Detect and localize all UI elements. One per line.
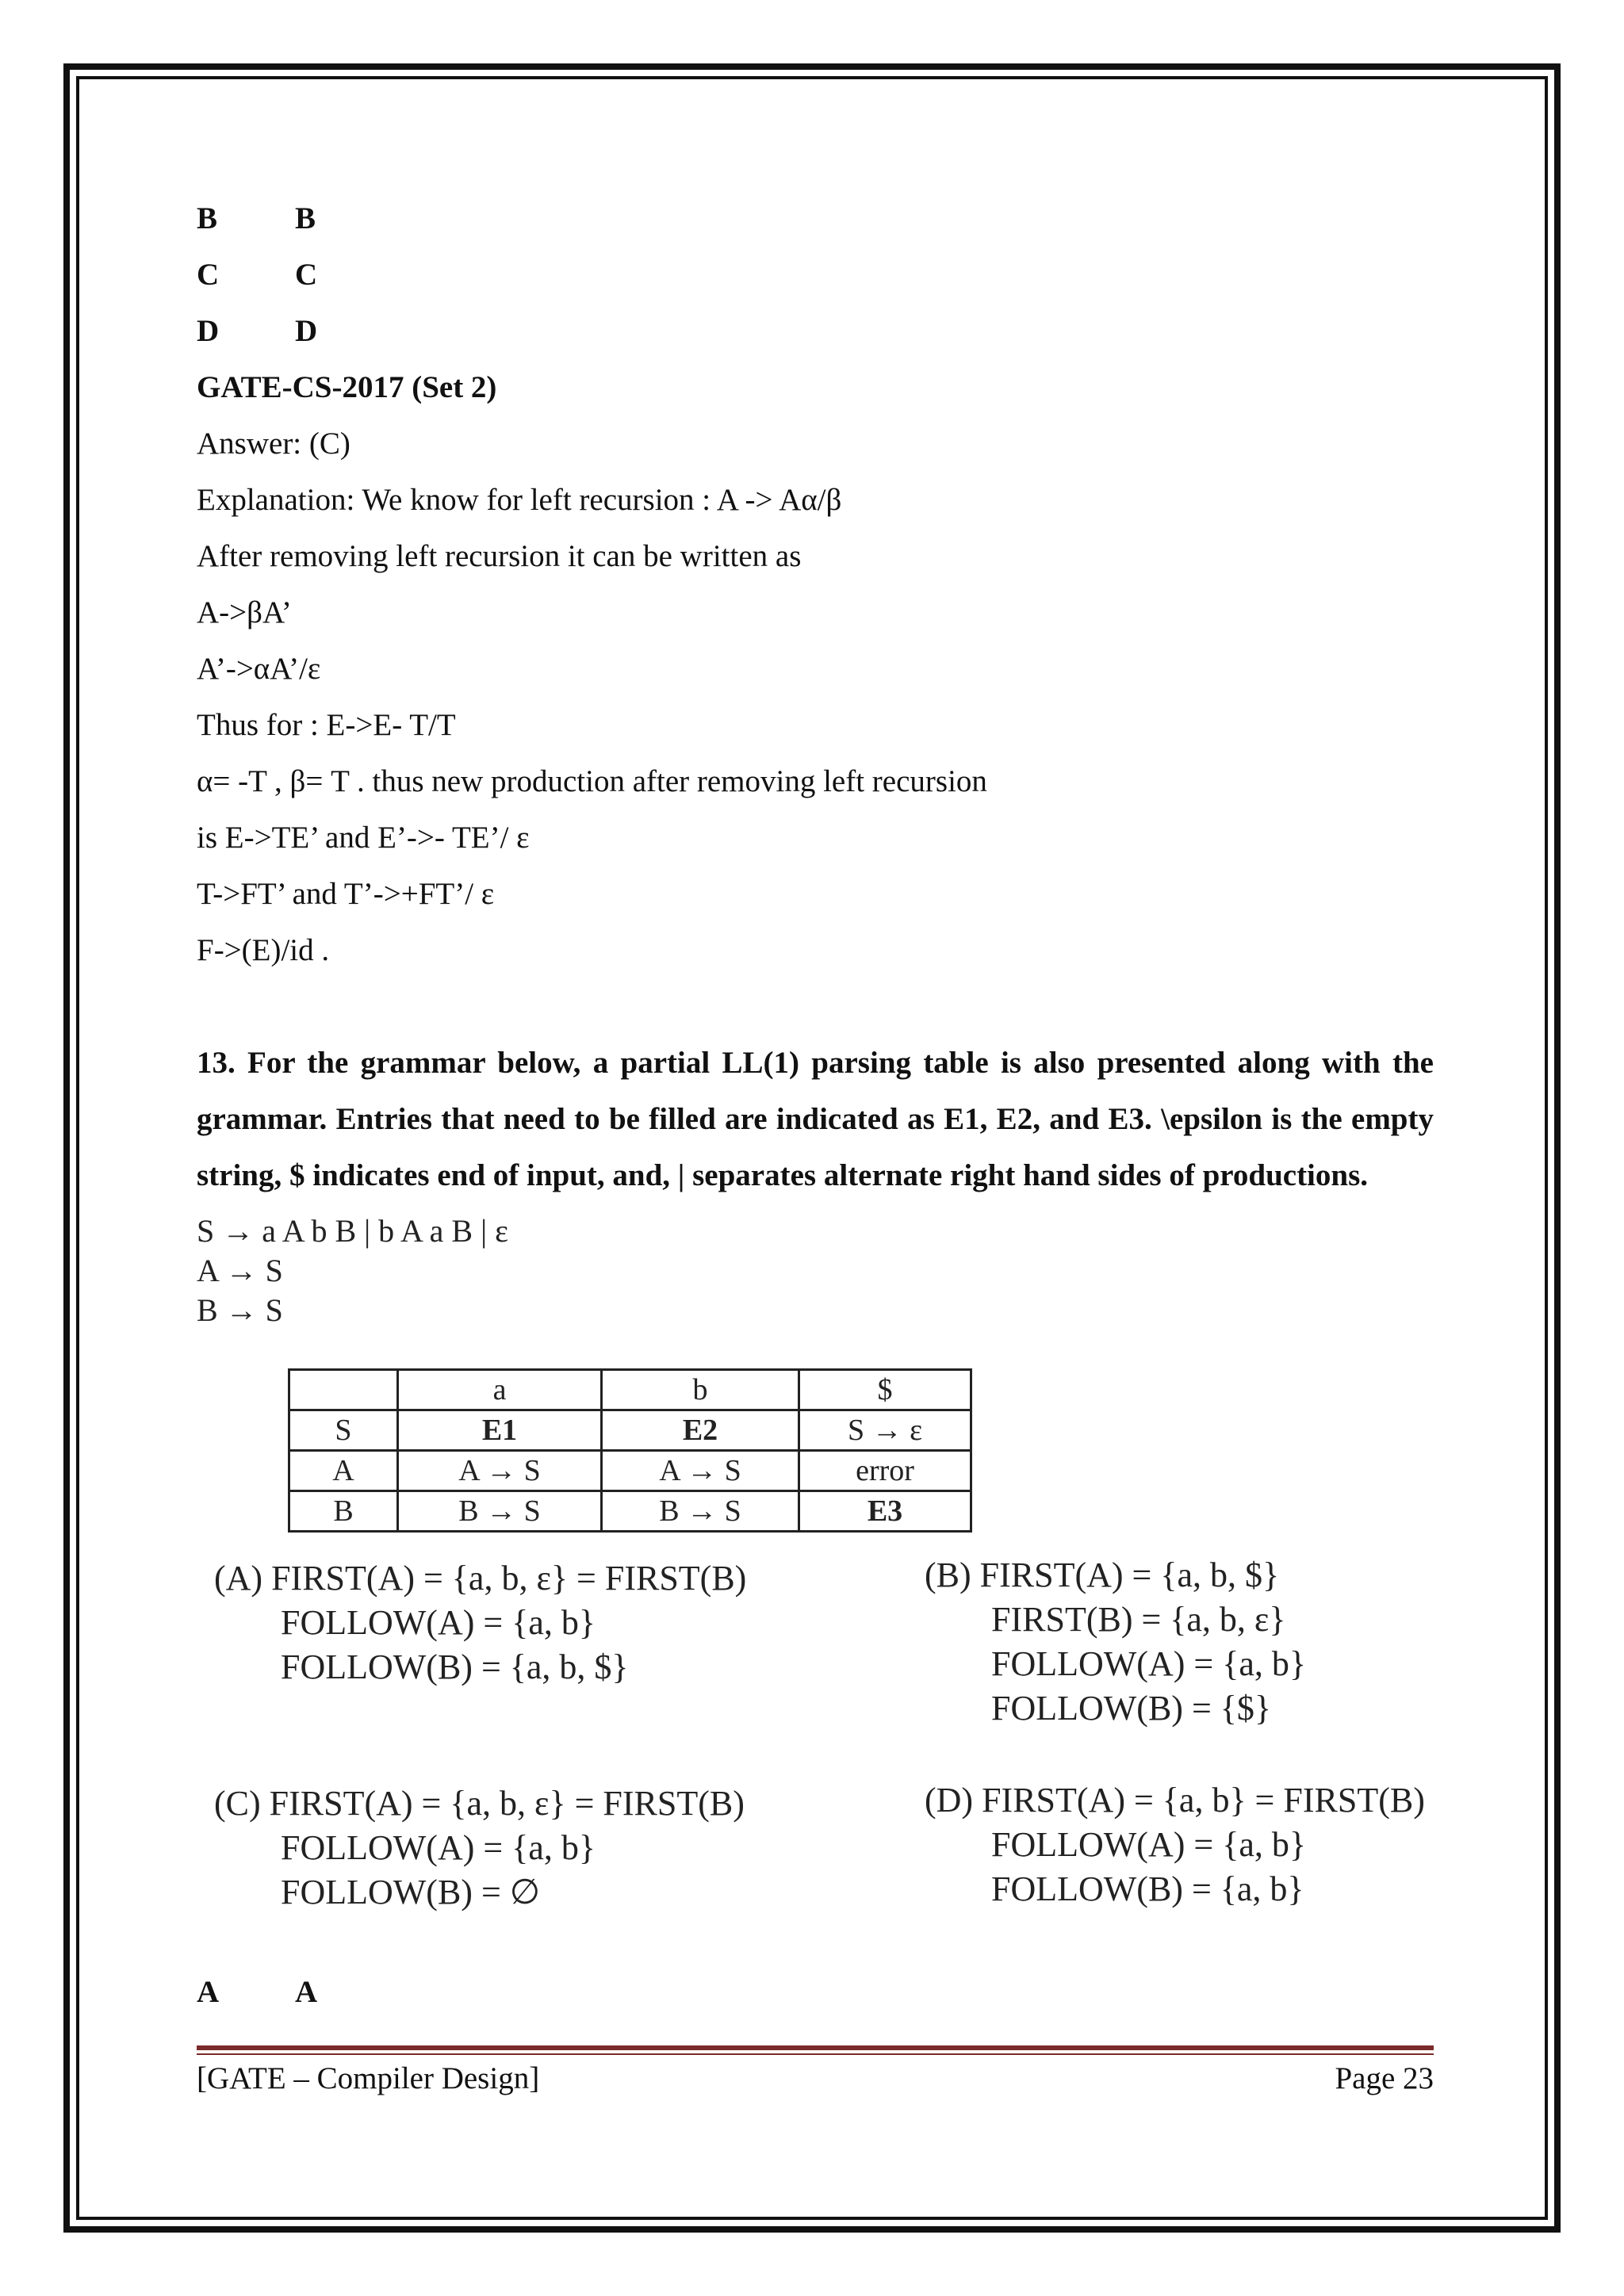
grammar-rule: A → S	[197, 1253, 283, 1288]
table-cell: E2	[602, 1410, 799, 1451]
choice-line: (B) FIRST(A) = {a, b, $}	[925, 1556, 1280, 1594]
choice-c	[214, 1781, 745, 1915]
explanation-line: A->βA’	[197, 595, 292, 629]
table-cell: B → S	[602, 1491, 799, 1532]
choice-line: FOLLOW(B) = {a, b}	[991, 1869, 1304, 1908]
option-text: C	[295, 258, 318, 292]
grammar-rule: S → a A b B | b A a B | ε	[197, 1213, 508, 1249]
page-number: Page 23	[1335, 2061, 1434, 2095]
answer-text: Answer: (C)	[197, 427, 350, 461]
footer-title: [GATE – Compiler Design]	[197, 2061, 540, 2095]
table-cell: A → S	[602, 1451, 799, 1491]
table-header-row	[289, 1370, 971, 1410]
page-content	[197, 190, 1434, 2020]
table-cell: a	[398, 1370, 602, 1410]
explanation-line: A’->αA’/ε	[197, 652, 321, 686]
choice-line: FIRST(B) = {a, b, ε}	[991, 1600, 1286, 1639]
option-text: D	[295, 314, 318, 348]
explanation-line: α= -T , β= T . thus new production after removing left recursion	[197, 764, 987, 798]
table-cell: E3	[799, 1491, 971, 1532]
table-cell: B	[289, 1491, 398, 1532]
table-cell: E1	[398, 1410, 602, 1451]
table-cell: A	[289, 1451, 398, 1491]
option-row-b	[197, 190, 1434, 247]
option-text: B	[295, 201, 316, 235]
explanation-line: F->(E)/id .	[197, 933, 330, 967]
grammar-block	[197, 1211, 1434, 1330]
table-cell: S → ε	[799, 1410, 971, 1451]
choice-line: FOLLOW(B) = {$}	[991, 1689, 1272, 1728]
table-cell: S	[289, 1410, 398, 1451]
answer-choices	[197, 1556, 1434, 1953]
table-cell: $	[799, 1370, 971, 1410]
choice-a	[214, 1556, 746, 1689]
explanation-line: T->FT’ and T’->+FT’/ ε	[197, 877, 495, 911]
table-row	[289, 1410, 971, 1451]
choice-d	[925, 1778, 1425, 1911]
choice-line: FOLLOW(B) = ∅	[281, 1873, 541, 1911]
table-cell: A → S	[398, 1451, 602, 1491]
choice-line: FOLLOW(A) = {a, b}	[991, 1644, 1306, 1683]
page-footer	[197, 2055, 1434, 2103]
explanation-line: Explanation: We know for left recursion : A -> Aα/β	[197, 483, 842, 517]
ll1-parsing-table	[288, 1368, 972, 1533]
choice-line: (A) FIRST(A) = {a, b, ε} = FIRST(B)	[214, 1559, 747, 1598]
table-cell: error	[799, 1451, 971, 1491]
grammar-rule: B → S	[197, 1292, 283, 1328]
table-cell: B → S	[398, 1491, 602, 1532]
option-letter: B	[197, 201, 218, 235]
option-row-a	[197, 1964, 1434, 2020]
choice-b	[925, 1553, 1306, 1731]
footer-divider	[197, 2045, 1434, 2050]
table-row	[289, 1491, 971, 1532]
question-text: 13. For the grammar below, a partial LL(1) parsing table is also presented along with the grammar. Entries that need to be filled are indicated as E1, E2, and E3. \epsilon is the empty string, $ indicates end of input, and, | separates alternate right hand sides of productions.	[197, 1046, 1434, 1192]
table-cell	[289, 1370, 398, 1410]
option-letter: D	[197, 314, 220, 348]
choice-line: FOLLOW(A) = {a, b}	[281, 1603, 596, 1642]
option-text: A	[295, 1975, 318, 2009]
option-row-d	[197, 303, 1434, 359]
choice-line: (D) FIRST(A) = {a, b} = FIRST(B)	[925, 1781, 1425, 1820]
option-row-c	[197, 247, 1434, 303]
explanation-line: After removing left recursion it can be written as	[197, 539, 802, 573]
table-cell: b	[602, 1370, 799, 1410]
table-row	[289, 1451, 971, 1491]
question-source: GATE-CS-2017 (Set 2)	[197, 370, 497, 404]
choice-line: FOLLOW(A) = {a, b}	[281, 1828, 596, 1867]
choice-line: FOLLOW(B) = {a, b, $}	[281, 1647, 629, 1686]
option-letter: A	[197, 1975, 220, 2009]
choice-line: (C) FIRST(A) = {a, b, ε} = FIRST(B)	[214, 1784, 745, 1823]
choice-line: FOLLOW(A) = {a, b}	[991, 1825, 1306, 1864]
explanation-line: Thus for : E->E- T/T	[197, 708, 456, 742]
explanation-line: is E->TE’ and E’->- TE’/ ε	[197, 821, 530, 855]
option-letter: C	[197, 258, 220, 292]
